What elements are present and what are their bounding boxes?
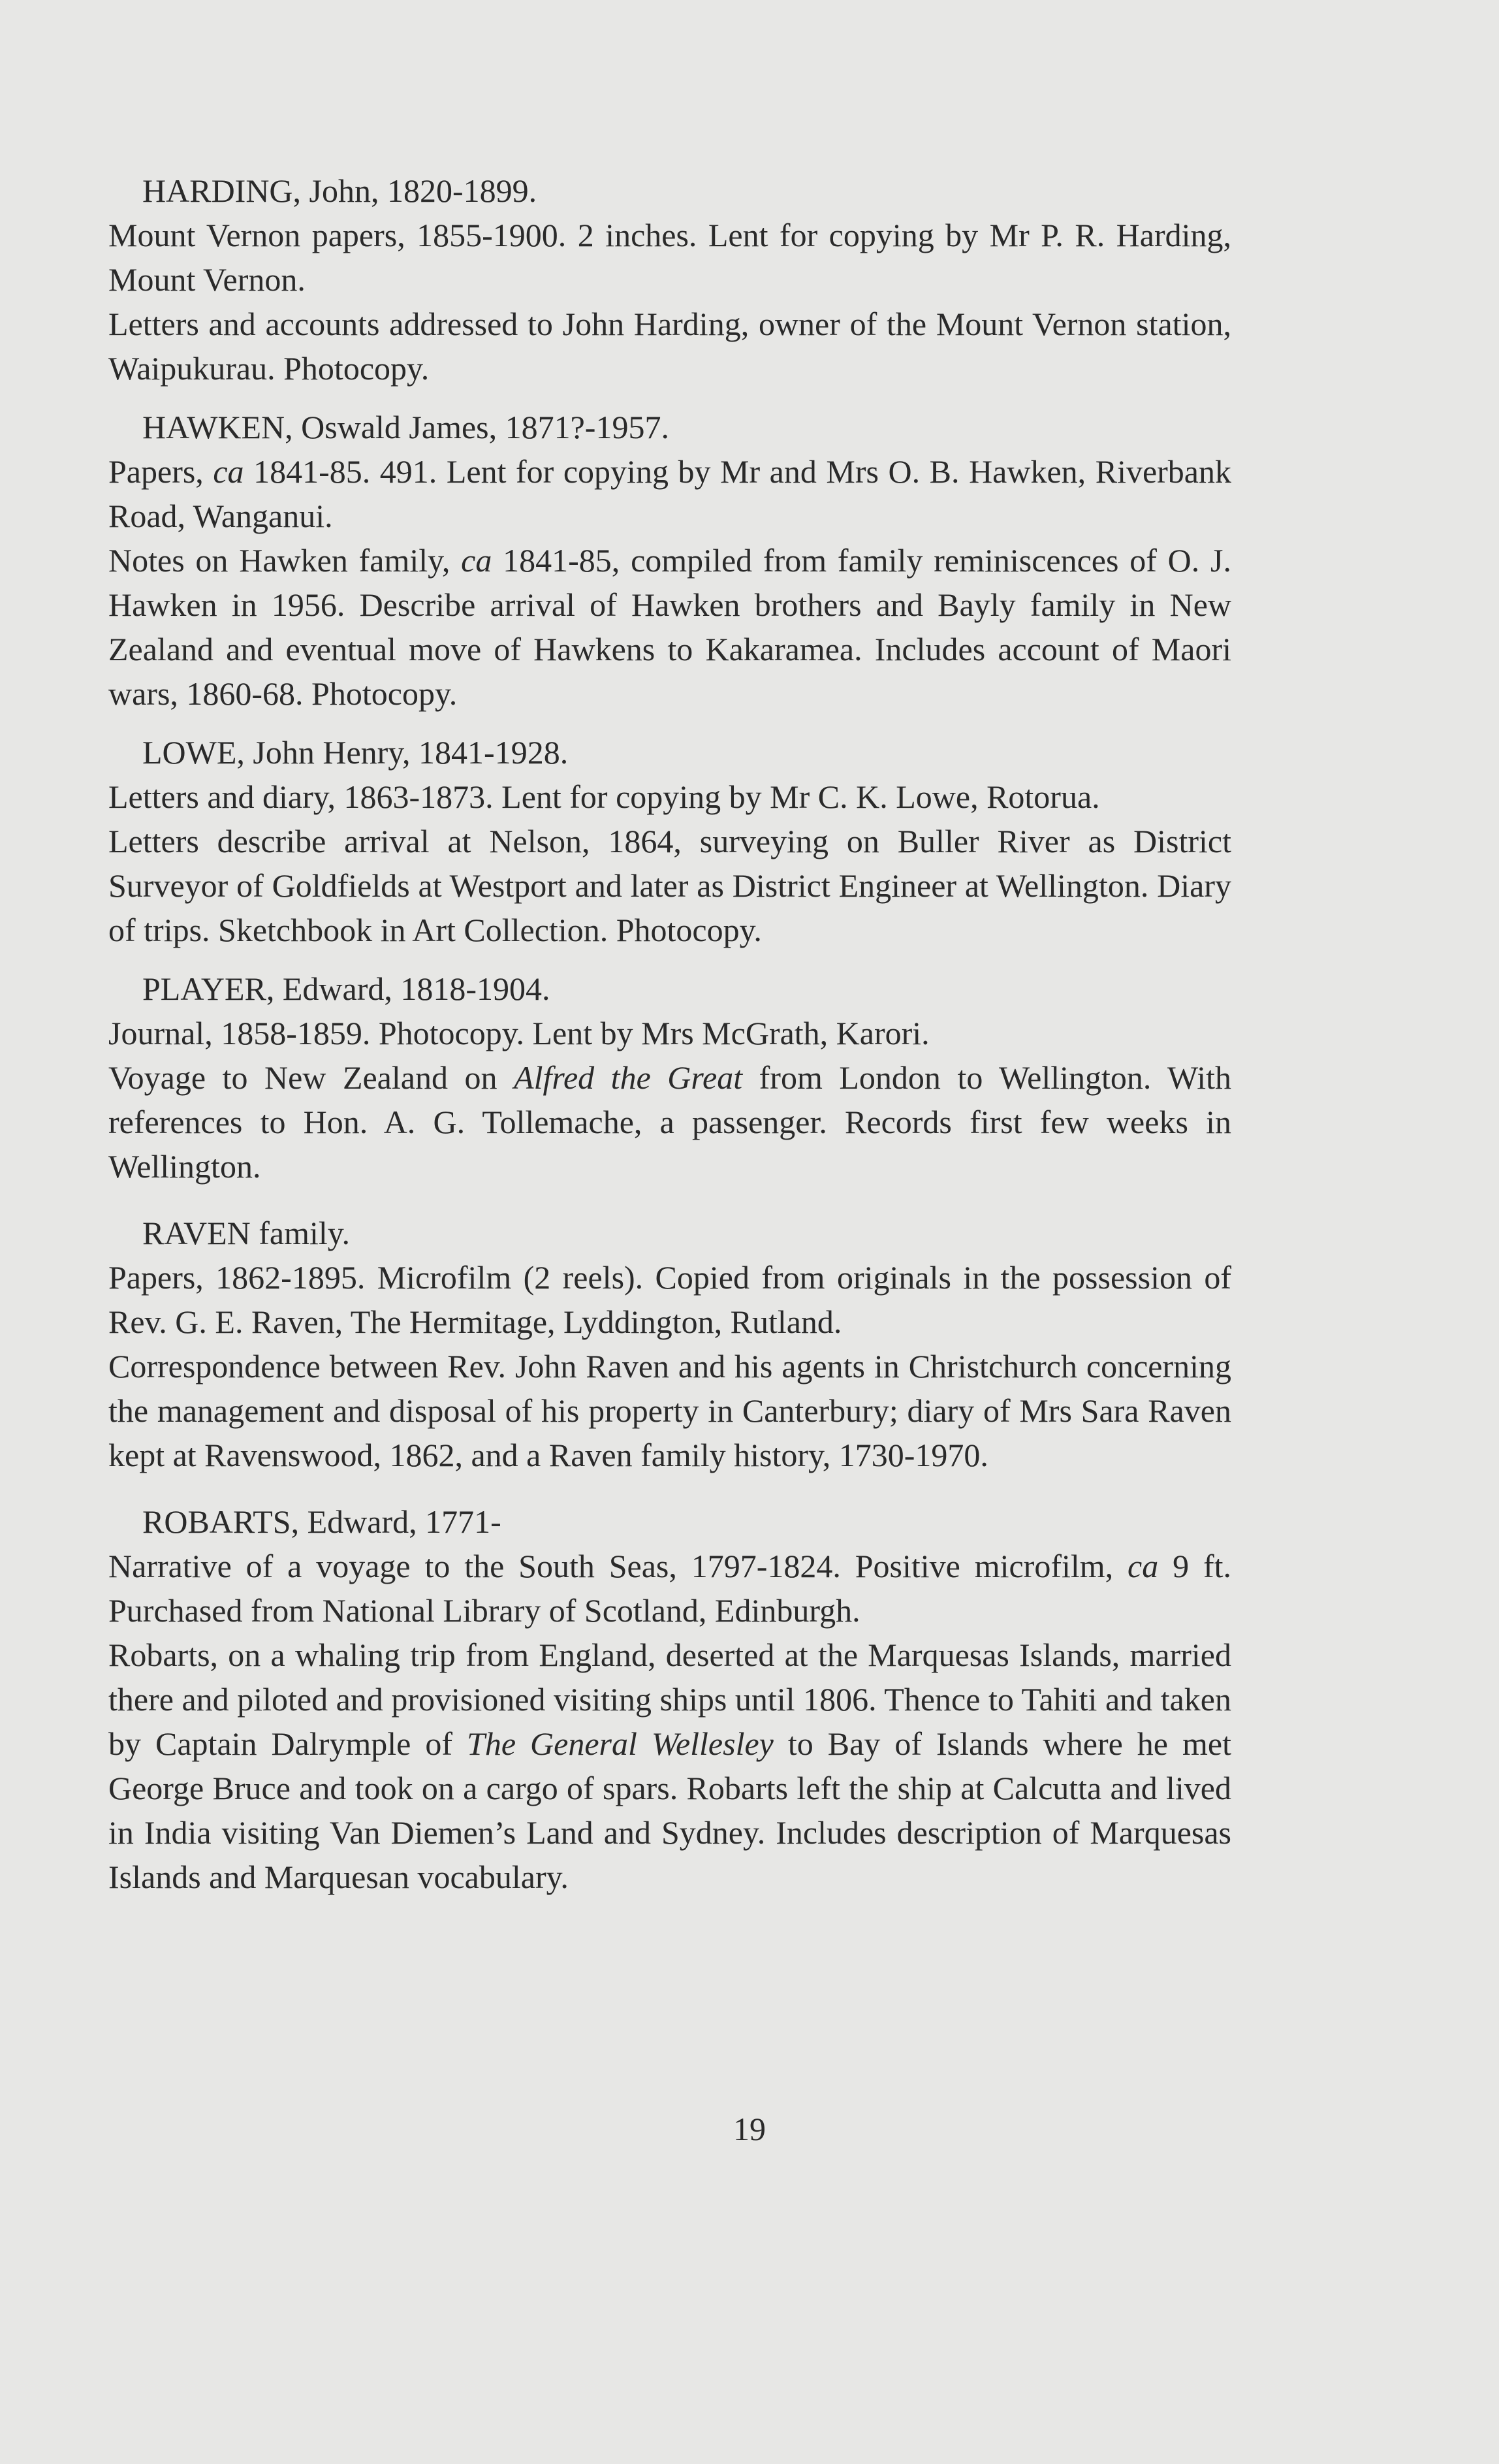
holding-text: Narrative of a voyage to the South Seas, 1797-1824. Positive microfilm, <box>108 1548 1128 1584</box>
entry-heading: RAVEN family. <box>142 1215 351 1251</box>
entry-description: Letters and accounts addressed to John Harding, owner of the Mount Vernon station, Waipukurau. Photocopy. <box>108 306 1231 387</box>
entry-holding: Letters and diary, 1863-1873. Lent for copying by Mr C. K. Lowe, Rotorua. <box>108 778 1100 815</box>
holding-italic: ca <box>1128 1548 1159 1584</box>
entry-description <box>108 1633 1231 1899</box>
entry-robarts <box>108 1499 1231 1899</box>
holding-text: 1841-85. 491. Lent for copying by Mr and Mrs O. B. Hawken, Riverbank Road, Wanganui. <box>108 453 1231 534</box>
page-number: 19 <box>733 2111 766 2147</box>
entry-description <box>108 1055 1231 1189</box>
entry-holding <box>108 449 1231 538</box>
entry-heading: LOWE, John Henry, 1841-1928. <box>142 734 569 771</box>
entry-raven <box>108 1211 1231 1477</box>
entry-heading: HARDING, John, 1820-1899. <box>142 172 537 209</box>
entry-heading: PLAYER, Edward, 1818-1904. <box>142 970 550 1007</box>
entry-holding: Mount Vernon papers, 1855-1900. 2 inches. Lent for copying by Mr P. R. Harding, Mount Vernon. <box>108 217 1231 298</box>
entry-heading: HAWKEN, Oswald James, 1871?-1957. <box>142 409 669 445</box>
entry-description: Letters describe arrival at Nelson, 1864, surveying on Buller River as District Surveyor of Goldfields at Westport and later as District Engineer at Wellington. Diary of trips. Sketchbook in Art Collection. Photocopy. <box>108 823 1231 948</box>
entry-holding: Journal, 1858-1859. Photocopy. Lent by Mrs McGrath, Karori. <box>108 1015 930 1051</box>
description-text: Robarts, on a whaling trip from England, deserted at the Marquesas Islands, married there and piloted and provisioned visiting ships until 1806. Thence to Tahiti and taken by Captain Dalrymple of <box>108 1637 1231 1762</box>
entry-hawken <box>108 405 1231 716</box>
holding-text: Papers, <box>108 453 213 490</box>
catalogue-text <box>108 168 1231 1913</box>
holding-text: 9 ft. Purchased from National Library of Scotland, Edinburgh. <box>108 1548 1231 1629</box>
entry-heading: ROBARTS, Edward, 1771- <box>142 1503 501 1540</box>
description-text: from London to Wellington. With references to Hon. A. G. Tollemache, a passenger. Records first few weeks in Wellington. <box>108 1059 1232 1185</box>
description-text: Notes on Hawken family, <box>108 542 462 579</box>
entry-lowe <box>108 730 1231 952</box>
description-text: to Bay of Islands where he met George Bruce and took on a cargo of spars. Robarts left the ship at Calcutta and lived in India visiting Van Diemen’s Land and Sydney. Includes description of Marquesas Islands and Marquesan vocabulary. <box>108 1725 1231 1895</box>
entry-holding <box>108 1544 1231 1633</box>
entry-holding: Papers, 1862-1895. Microfilm (2 reels). Copied from originals in the possession of Rev. G. E. Raven, The Hermitage, Lyddington, Rutland. <box>108 1259 1231 1340</box>
description-text: 1841-85, compiled from family reminiscences of O. J. Hawken in 1956. Describe arrival of Hawken brothers and Bayly family in New Zealand and eventual move of Hawkens to Kakaramea. Includes account of Maori wars, 1860-68. Photocopy. <box>108 542 1231 712</box>
entry-description <box>108 538 1231 716</box>
description-text: Voyage to New Zealand on <box>108 1059 514 1096</box>
description-italic: ca <box>461 542 492 579</box>
entry-harding <box>108 168 1231 391</box>
description-italic: Alfred the Great <box>514 1059 743 1096</box>
holding-italic: ca <box>213 453 244 490</box>
entry-player <box>108 967 1231 1189</box>
entry-description: Correspondence between Rev. John Raven and his agents in Christchurch concerning the management and disposal of his property in Canterbury; diary of Mrs Sara Raven kept at Ravenswood, 1862, and a Raven family history, 1730-1970. <box>108 1348 1231 1473</box>
description-italic: The General Wellesley <box>467 1725 774 1762</box>
